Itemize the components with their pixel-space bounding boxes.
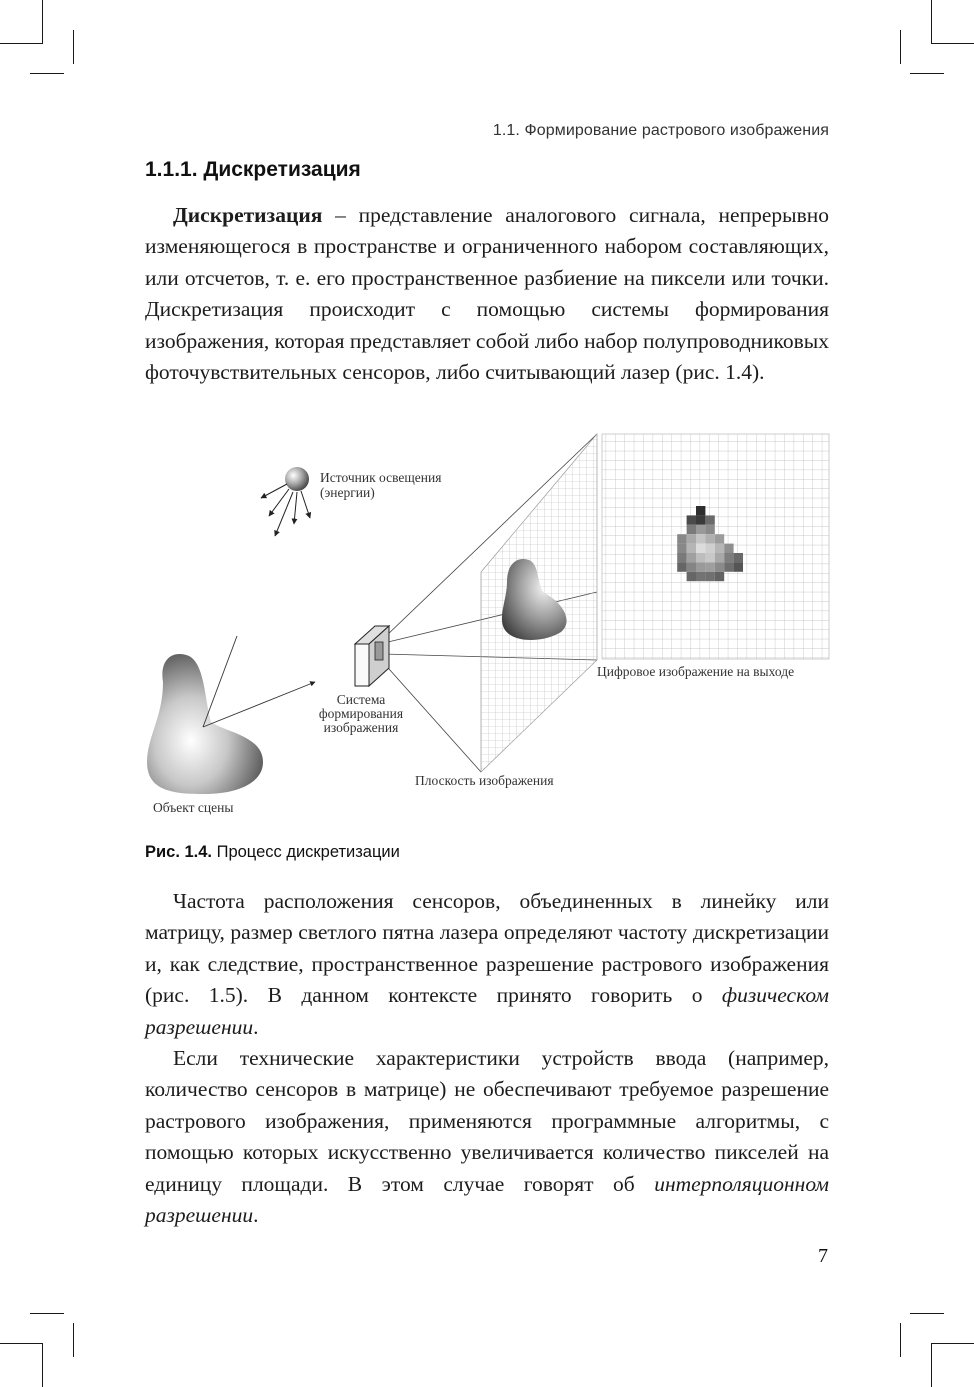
crop-mark [932,1343,974,1344]
image-plane [481,434,597,772]
defined-term: Дискретизация [173,203,323,227]
crop-mark [900,1323,901,1357]
paragraph-definition [145,200,829,388]
label-scene-object: Объект сцены [153,800,234,815]
crop-mark [931,0,932,44]
crop-mark [931,1343,932,1387]
paragraph-interpolation-text: Если технические характеристики устройств ввода (например, количество сенсоров в матрице) не обеспечивают требуемое разрешение растрового изображения, применяются программные алгоритмы, с помощью которых искусственно увеличивается количество пикселей на единицу площади. В этом случае говорят об [145,1046,829,1196]
crop-mark [73,30,74,64]
paragraph-end: . [253,1014,259,1039]
crop-mark [932,43,974,44]
crop-mark [42,1343,43,1387]
label-system-3: изображения [323,720,399,735]
paragraph-interpolation [145,1043,829,1231]
label-light-source-2: (энергии) [320,485,375,500]
label-light-source-1: Источник освещения [320,470,442,485]
label-system-2: формирования [318,706,404,721]
label-image-plane: Плоскость изображения [415,773,554,788]
crop-mark [30,73,64,74]
scene-object [147,636,315,794]
crop-mark [73,1323,74,1357]
crop-mark [0,1343,42,1344]
figure-sampling [145,432,831,822]
caption-number: Рис. 1.4. [145,843,213,861]
label-system-1: Система [336,692,386,707]
crop-mark [910,1313,944,1314]
paragraph-end: . [253,1203,259,1228]
crop-mark [30,1313,64,1314]
imaging-system [355,626,389,686]
running-header: 1.1. Формирование растрового изображения [492,122,829,139]
definition-text: – представление аналогового сигнала, непрерывно изменяющегося в пространстве и ограниченного набором составляющих, или отсчетов, т. е. его пространственное разбиение на пиксели или точки. Дискретизация происходит с помощью системы формирования изображения, которая представляет собой либо набор полупроводниковых фоточувствительных сенсоров, либо считывающий лазер (рис. 1.4). [145,203,829,385]
caption-text: Процесс дискретизации [212,843,400,861]
crop-mark [910,73,944,74]
light-source [261,467,310,536]
label-digital-output: Цифровое изображение на выходе [597,664,795,679]
term-interpolation-resolution: интерполяционном разрешении [145,1171,829,1228]
output-pixel-grid [602,434,829,659]
crop-mark [0,43,42,44]
page-number: 7 [818,1245,828,1267]
term-physical-resolution: физическом разрешении [145,983,829,1039]
paragraph-frequency-text: Частота расположения сенсоров, объединенных в линейку или матрицу, размер светлого пятна лазера определяют частоту дискретизации и, как следствие, пространственное разрешение растрового изображения (рис. 1.5). В данном контексте принято говорить о [145,889,829,1008]
section-title: 1.1.1. Дискретизация [145,158,361,181]
figure-caption [145,843,400,862]
paragraph-frequency [145,886,829,1043]
crop-mark [900,30,901,64]
crop-mark [42,0,43,44]
